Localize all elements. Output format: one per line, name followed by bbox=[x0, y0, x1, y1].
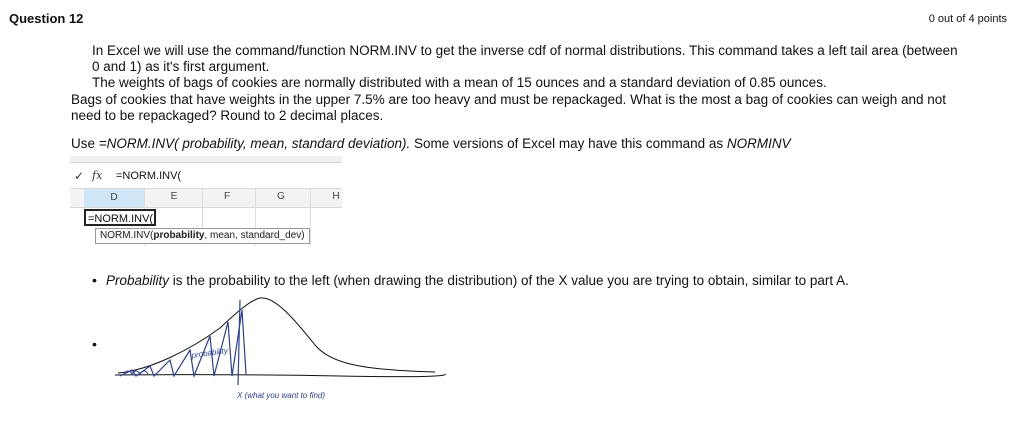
column-header-h: H bbox=[332, 191, 340, 202]
excel-screenshot bbox=[70, 156, 342, 246]
formula-bar-text: =NORM.INV( bbox=[116, 170, 182, 182]
question-line-1: In Excel we will use the command/function NORM.INV to get the inverse cdf of normal distributions. This command takes a left tail area (between bbox=[92, 43, 958, 58]
bullet-dot: • bbox=[92, 336, 97, 352]
shaded-label: probability bbox=[191, 345, 229, 360]
column-header-d: D bbox=[84, 189, 144, 207]
tooltip-rest: , mean, standard_dev) bbox=[204, 230, 305, 241]
shaded-region bbox=[120, 310, 246, 376]
axis-line bbox=[115, 374, 445, 377]
bell-curve bbox=[118, 298, 435, 373]
usage-prefix: Use bbox=[71, 136, 99, 151]
question-title: Question 12 bbox=[9, 11, 84, 26]
question-line-2: 0 and 1) as it's first argument. bbox=[92, 59, 270, 74]
tooltip-argument-bold: probability bbox=[153, 230, 205, 241]
check-icon: ✓ bbox=[74, 169, 85, 183]
usage-instruction bbox=[71, 136, 791, 152]
bullet-probability-text bbox=[106, 273, 849, 289]
column-header-e: E bbox=[170, 191, 178, 202]
normal-curve-sketch bbox=[110, 290, 455, 405]
grid-line bbox=[310, 188, 311, 246]
column-headers bbox=[70, 188, 342, 208]
question-line-4: Bags of cookies that have weights in the upper 7.5% are too heavy and must be repackaged. What is the most a bag of cookies can weigh and not bbox=[71, 92, 947, 107]
active-cell: =NORM.INV( bbox=[84, 209, 156, 226]
x-value-line bbox=[238, 300, 240, 385]
points-label: 0 out of 4 points bbox=[928, 13, 1007, 25]
formula-bar bbox=[70, 168, 342, 186]
fx-icon: fx bbox=[92, 169, 103, 182]
usage-middle: Some versions of Excel may have this command as bbox=[410, 136, 727, 151]
probability-term: Probability bbox=[106, 273, 170, 288]
probability-description: is the probability to the left (when drawing the distribution) of the X value you are trying to obtain, similar to part A. bbox=[169, 273, 849, 288]
x-label: X (what you want to find) bbox=[237, 391, 326, 400]
function-tooltip bbox=[95, 228, 310, 244]
usage-formula: =NORM.INV( probability, mean, standard deviation). bbox=[98, 136, 411, 151]
column-header-g: G bbox=[277, 191, 285, 202]
usage-alt-command: NORMINV bbox=[726, 136, 791, 151]
tooltip-function: NORM.INV( bbox=[100, 230, 154, 241]
ribbon-strip bbox=[70, 156, 342, 163]
bullet-dot: • bbox=[92, 272, 97, 288]
question-line-3: The weights of bags of cookies are normally distributed with a mean of 15 ounces and a standard deviation of 0.85 ounces. bbox=[92, 75, 827, 90]
question-line-5: need to be repackaged? Round to 2 decimal places. bbox=[71, 108, 384, 123]
column-header-f: F bbox=[223, 191, 231, 202]
